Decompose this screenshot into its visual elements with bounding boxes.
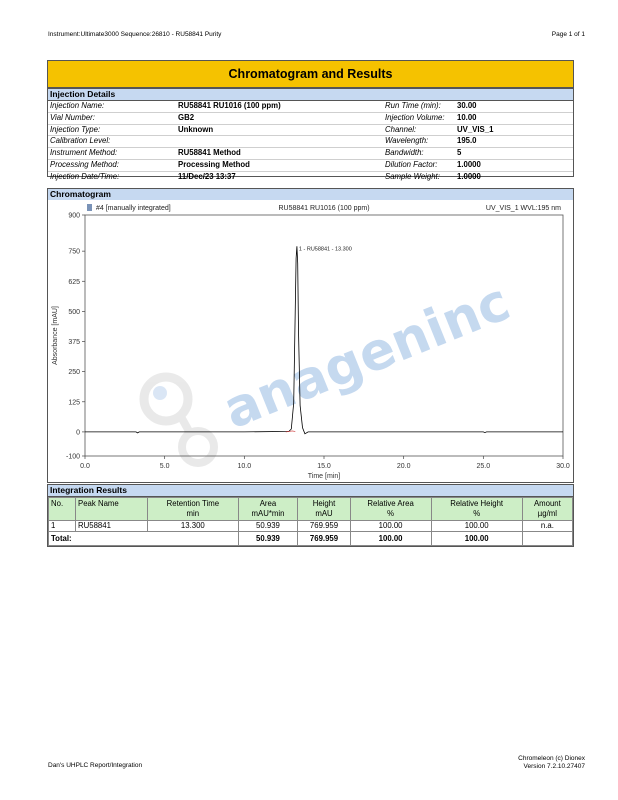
column-unit: % (473, 509, 481, 518)
column-name: No. (51, 499, 64, 508)
detail-value: 1.0000 (457, 159, 481, 169)
column-name: Height (312, 499, 336, 508)
chromatogram-plot (48, 189, 573, 482)
footer-version: Version 7.2.10.27407 (523, 763, 585, 770)
x-tick-label: 10.0 (237, 463, 252, 470)
x-axis-label: Time [min] (307, 473, 341, 480)
integration-results-heading: Integration Results (48, 485, 573, 497)
column-unit: mAU (315, 509, 333, 518)
chart-icon (87, 204, 92, 211)
plot-sample-name: RU58841 RU1016 (100 ppm) (278, 205, 370, 212)
table-cell: 100.00 (350, 521, 431, 532)
detail-row (48, 101, 573, 113)
y-tick-label: 625 (68, 278, 80, 286)
chromatogram-section (47, 188, 574, 483)
plot-channel: UV_VIS_1 WVL:195 nm (485, 205, 561, 212)
table-row (49, 521, 573, 532)
detail-row (48, 148, 573, 160)
injection-details-heading: Injection Details (48, 89, 573, 101)
detail-value: UV_VIS_1 (457, 124, 494, 134)
x-tick-label: 25.0 (476, 463, 491, 470)
detail-label: Calibration Level: (50, 136, 111, 146)
report-header-instrument: Instrument:Ultimate3000 Sequence:26810 - RU58841 Purity (48, 31, 222, 38)
column-header (431, 498, 522, 521)
detail-label: Bandwidth: (385, 148, 424, 158)
detail-value: 5 (457, 148, 462, 158)
detail-label: Injection Date/Time: (50, 171, 120, 181)
integration-results-section (47, 484, 574, 547)
report-title: Chromatogram and Results (47, 60, 574, 88)
detail-label: Injection Volume: (385, 112, 445, 122)
column-unit: mAU*min (251, 509, 285, 518)
table-cell: 50.939 (238, 521, 298, 532)
footer-software-version (518, 755, 585, 771)
detail-value: RU58841 Method (178, 148, 241, 158)
column-name: Relative Area (367, 499, 414, 508)
column-header (238, 498, 298, 521)
detail-value: Processing Method (178, 159, 250, 169)
column-header (522, 498, 572, 521)
column-header (148, 498, 239, 521)
detail-row (48, 136, 573, 148)
x-tick-label: 30.0 (556, 463, 570, 470)
table-cell: 769.959 (298, 521, 350, 532)
column-unit (51, 509, 73, 519)
total-cell: 100.00 (350, 532, 431, 546)
y-tick-label: 375 (68, 339, 80, 347)
y-tick-label: 0 (76, 429, 80, 437)
peak-label: 1 - RU58841 - 13.300 (298, 246, 352, 253)
injection-details-grid (48, 101, 573, 183)
footer-software: Chromeleon (c) Dionex (518, 755, 585, 762)
detail-row (48, 160, 573, 172)
detail-value: 10.00 (457, 112, 477, 122)
column-header (76, 498, 148, 521)
watermark-shape (153, 386, 167, 400)
detail-label: Injection Name: (50, 101, 105, 110)
column-header (298, 498, 350, 521)
column-name: Amount (533, 499, 561, 508)
integration-results-table (48, 497, 573, 546)
detail-label: Instrument Method: (50, 148, 118, 158)
column-name: Area (259, 499, 277, 508)
total-cell: 769.959 (298, 532, 350, 546)
column-unit: µg/ml (537, 509, 557, 518)
detail-value: 1.0000 (457, 171, 481, 181)
table-cell: 13.300 (148, 521, 239, 532)
table-cell: n.a. (522, 521, 572, 532)
total-cell: Total: (49, 532, 239, 546)
detail-value: GB2 (178, 112, 195, 122)
detail-label: Run Time (min): (385, 101, 441, 110)
y-tick-label: -100 (65, 453, 80, 461)
detail-label: Wavelength: (385, 136, 429, 146)
detail-value: 30.00 (457, 101, 477, 110)
detail-row (48, 172, 573, 183)
x-tick-label: 15.0 (317, 463, 331, 470)
detail-label: Vial Number: (50, 112, 95, 122)
detail-value: RU58841 RU1016 (100 ppm) (178, 101, 281, 110)
detail-label: Injection Type: (50, 124, 101, 134)
y-tick-label: 750 (68, 248, 80, 256)
watermark-shape (180, 415, 190, 433)
watermark-logo (144, 377, 214, 463)
x-tick-label: 20.0 (396, 463, 411, 470)
column-name: Relative Height (450, 499, 504, 508)
injection-details-section (47, 88, 574, 181)
plot-tag: #4 [manually integrated] (96, 205, 171, 212)
x-tick-label: 5.0 (159, 463, 170, 470)
column-name: Retention Time (166, 499, 220, 508)
detail-label: Dilution Factor: (385, 159, 438, 169)
detail-value: Unknown (178, 124, 214, 134)
page-number: Page 1 of 1 (551, 31, 585, 38)
total-cell: 50.939 (238, 532, 298, 546)
detail-value: 195.0 (457, 136, 477, 146)
x-tick-label: 0.0 (80, 463, 90, 470)
chromatogram-heading: Chromatogram (48, 189, 573, 200)
column-unit (78, 509, 145, 519)
watermark-text: anageninc (215, 272, 519, 442)
y-axis-label: Absorbance [mAU] (52, 306, 59, 365)
table-cell: 100.00 (431, 521, 522, 532)
y-tick-label: 250 (68, 369, 80, 377)
detail-row (48, 113, 573, 125)
detail-label: Channel: (385, 124, 417, 134)
detail-label: Processing Method: (50, 159, 119, 169)
detail-label: Sample Weight: (385, 171, 440, 181)
watermark-shape (182, 431, 214, 463)
total-cell: 100.00 (431, 532, 522, 546)
table-header-row (49, 498, 573, 521)
column-unit: min (186, 509, 200, 518)
total-cell (522, 532, 572, 546)
column-name: Peak Name (78, 499, 119, 508)
detail-value: 11/Dec/23 13:37 (178, 171, 236, 181)
table-cell: 1 (49, 521, 76, 532)
y-tick-label: 500 (68, 308, 80, 316)
y-tick-label: 125 (68, 399, 80, 407)
detail-row (48, 125, 573, 137)
column-header (49, 498, 76, 521)
column-header (350, 498, 431, 521)
y-tick-label: 900 (68, 212, 80, 220)
footer-report-name: Dan's UHPLC Report/Integration (48, 762, 143, 769)
column-unit: % (387, 509, 395, 518)
total-row (49, 532, 573, 546)
table-cell: RU58841 (76, 521, 148, 532)
